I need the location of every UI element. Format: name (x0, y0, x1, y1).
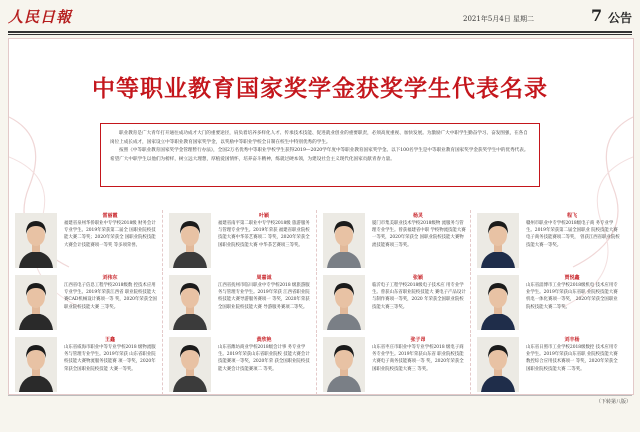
student-name: 贾悦鑫 (564, 275, 580, 281)
student-name: 王鑫 (104, 337, 115, 343)
student-description: 临沂电子工程学校2018级电子技术应 用专业学生。曾获山东省职业院校技能大 赛电子产品设计与制作赛项一等奖，2020 年荣获全国职业院校技能大赛三等奖。 (372, 283, 466, 310)
intro-paragraph: 按照《中等职业教育国家奖学金管理暂行办法》，全国2万名优秀中等职业学校学生获得2019—2020学年度中等职业教育国家奖学金。以下100名学生是中等职业教育国家奖学金获奖学生中的优秀代表。希望广大中职学生以他们为榜样，树立远大理想，厚植爱国情怀，培养奋斗精神，练就过硬本领，为建设社会主义现代化国家贡献青春力量。 (110, 148, 529, 162)
student-photo (15, 337, 57, 392)
student-name: 杨灵 (412, 213, 423, 219)
student-card (166, 334, 317, 395)
student-photo (323, 337, 365, 392)
student-card (12, 334, 163, 395)
student-card (12, 272, 163, 333)
student-name: 刘伟东 (102, 275, 118, 281)
student-description: 山东省日照市工业学校2018级数控 技术应用专业学生。2019年荣获山东省职 业院校技能大赛数控综合应用技术赛项一 等奖，2020年荣获全国职业院校技能大赛 二等奖。 (526, 345, 618, 372)
student-name: 雷丽霞 (102, 213, 118, 219)
continued-note: （下转第八版） (596, 399, 632, 405)
section-label: 公告 (608, 11, 633, 25)
footer-rule (8, 395, 632, 396)
student-name: 张颖 (412, 275, 423, 281)
student-description: 厦门市集美职业技术学校2018级物 流服务与管理专业学生。曾获福建省中职 学校物流技能大赛一等奖，2020年荣获全 国职业院校技能大赛物流技能赛项三等奖。 (372, 221, 466, 248)
student-name: 黄欣艳 (256, 337, 272, 343)
student-card (320, 334, 471, 395)
student-name: 刘丰杨 (564, 337, 580, 343)
issue-date: 2021年5月4日 星期二 (463, 15, 534, 23)
student-card (12, 210, 163, 271)
student-photo (477, 337, 519, 392)
page-number: 7 (591, 6, 603, 25)
student-card (320, 272, 471, 333)
student-description: 山东省威海市职业中等专业学校2018 级物流服务与管理专业学生。2019年荣获 山东省职业院校技能大赛物流服务技能赛 项一等奖，2020年荣获全国职业院校技能 大赛一等奖。 (64, 345, 156, 372)
student-photo (477, 213, 519, 268)
masthead (8, 6, 632, 28)
intro-box (100, 123, 540, 187)
student-description: 福建省泉州华侨职业中专学校2018级 财务会计专业学生。2019年荣获第二届全 国职业院校技能大赛二等奖；2020年荣获全 国职业院校技能大赛会计技能赛项一等奖 等多项荣誉。 (64, 221, 156, 248)
student-description: 山东省潍坊商业学校2018级会计事 务专业学生。2019年荣获山东省职业院校 技能大赛会计技能赛项一等奖，2020年荣 获全国职业院校技能大赛会计技能赛项二 等奖。 (218, 345, 310, 372)
student-name: 张子昂 (410, 337, 426, 343)
masthead-rule-thin (8, 34, 632, 35)
student-card (474, 272, 624, 333)
newspaper-logo: 人民日報 (8, 8, 73, 26)
student-photo (323, 213, 365, 268)
student-description: 江西省电子信息工程学校2018级数 控技术应用专业学生。2019年荣获江西省 职业院校技能大赛CAD机械设计赛项一等 奖，2020年荣获全国职业院校技能大赛 三等奖。 (64, 283, 157, 310)
student-card (166, 272, 317, 333)
page-title: 中等职业教育国家奖学金获奖学生代表名录 (92, 76, 548, 102)
student-name: 叶颖 (258, 213, 269, 219)
student-card (474, 210, 624, 271)
student-name: 周嘉诚 (256, 275, 272, 281)
student-photo (169, 275, 211, 330)
student-description: 山东省枣庄市职业中等专业学校2018 级电子商务专业学生。2019年荣获山东省 职业院校技能大赛电子商务技能赛项一等 奖，2020年荣获全国职业院校技能大赛三 等奖。 (372, 345, 464, 372)
student-name: 程飞 (566, 213, 577, 219)
student-card (320, 210, 471, 271)
student-photo (323, 275, 365, 330)
student-photo (15, 275, 57, 330)
student-description: 江西省抚州市临川职业中专学校2018 级旅游服务与管理专业学生。2019年荣获 江西省职业院校技能大赛导游服务赛项一 等奖，2020年荣获全国职业院校技能大赛 导游服务赛项二等奖。 (218, 283, 310, 310)
student-photo (477, 275, 519, 330)
student-card (166, 210, 317, 271)
student-photo (169, 337, 211, 392)
student-photo (15, 213, 57, 268)
student-description: 山东省淄博市工业学校2018级机电 技术应用专业学生。2019年荣获山东省职 业院校技能大赛机电一体化赛项一等奖， 2020年荣获全国职业院校技能大赛二等奖。 (526, 283, 618, 310)
student-description: 赣州市职业中专学校2018级电子商 务专业学生。2019年荣获第二届全国职业 院校技能大赛电子商务技能赛项二等奖， 曾获江西省职业院校技能大赛一等奖。 (526, 221, 620, 248)
student-photo (169, 213, 211, 268)
student-card (474, 334, 624, 395)
masthead-rule (8, 31, 632, 33)
intro-paragraph: 职业教育是广大青年打开通往成功成才大门的重要途径，肩负着培养多样化人才、传承技术技能、促进就业创业的重要职责，必须高度重视、加快发展。为激励广大中职学生勤奋学习、奋发图强，在各自岗位上成长成才，国家设立中等职业教育国家奖学金，以奖励中等职业学校全日制在校生中特别优秀的学生。 (110, 131, 528, 145)
student-description: 福建省南平第二职业中专学校2018级 旅游服务与管理专业学生。2019年荣获 福建省职业院校技能大赛中华茶艺赛项二 等奖，2020年荣获全国职业院校技能大赛 中华茶艺赛项三等奖。 (218, 221, 310, 248)
